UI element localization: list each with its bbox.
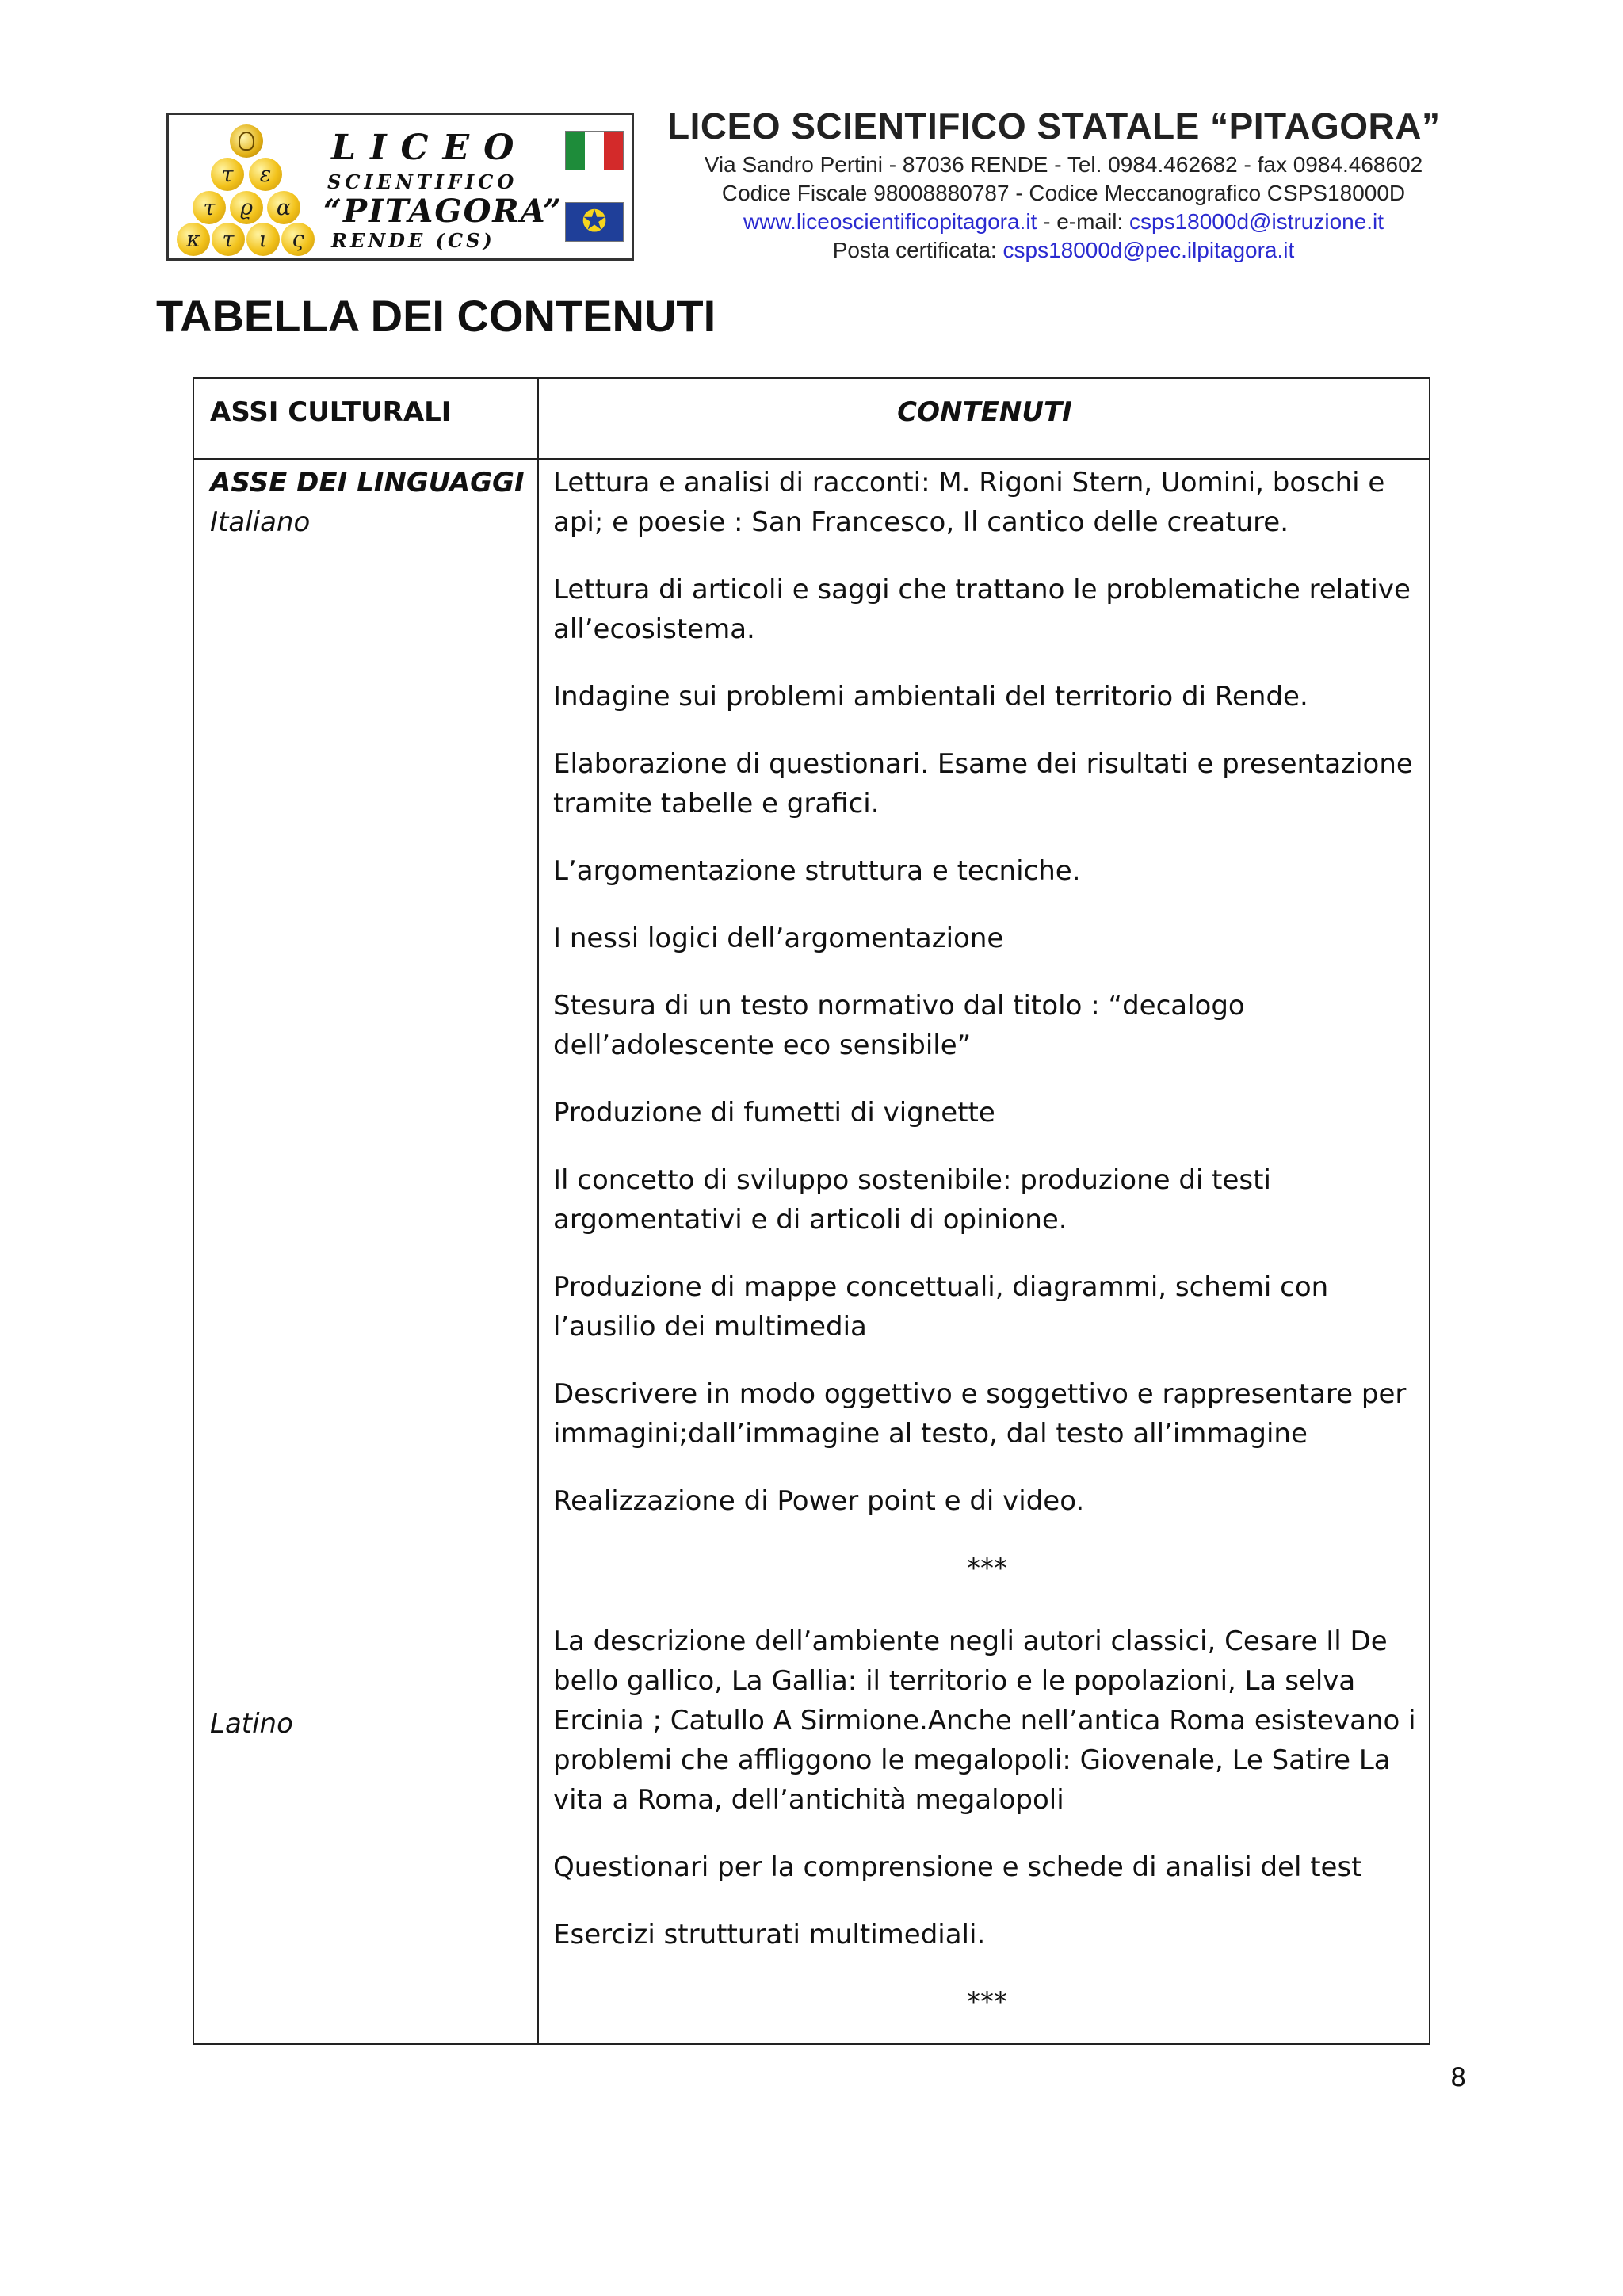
school-address: Via Sandro Pertini - 87036 RENDE - Tel. 0984.462682 - fax 0984.468602: [704, 152, 1423, 177]
pec-label: Posta certificata:: [832, 238, 1003, 262]
coin: ι: [246, 223, 280, 256]
section-separator: ***: [967, 1553, 1007, 1584]
italy-flag-icon: [565, 131, 624, 170]
coins-emblem: [177, 121, 315, 256]
contents-cell: [553, 463, 1421, 2055]
content-item: L’argomentazione struttura e tecniche.: [553, 855, 1081, 887]
subject-italian: Italiano: [210, 506, 311, 538]
coin: κ: [177, 223, 210, 256]
content-item: Indagine sui problemi ambientali del territorio di Rende.: [553, 681, 1308, 712]
content-item: Stesura di un testo normativo dal titolo : “decalogo dell’adolescente eco sensibile”: [553, 990, 1245, 1061]
school-name: LICEO SCIENTIFICO STATALE “PITAGORA”: [667, 105, 1441, 147]
page-number: 8: [1450, 2062, 1467, 2092]
coin: τ: [211, 158, 244, 191]
logo-text-liceo: LICEO: [331, 128, 529, 168]
school-codes: Codice Fiscale 98008880787 - Codice Meccanografico CSPS18000D: [721, 181, 1406, 205]
eu-flag-icon: ✪: [565, 202, 624, 242]
content-item: Realizzazione di Power point e di video.: [553, 1485, 1085, 1517]
content-item: La descrizione dell’ambiente negli autori classici, Cesare Il De bello gallico, La Gallia: il territorio e le popolazioni, La selva Ercinia ; Catullo A Sirmione.Anche nell’antica Roma esistevano i problemi che affliggono le megalopoli: Giovenale, Le Satire La vita a Roma, dell’antichità megalopoli: [553, 1626, 1416, 1816]
coin: ς: [281, 223, 315, 256]
header-divider: [194, 458, 1429, 460]
school-logo: [166, 113, 634, 261]
content-item: Esercizi strutturati multimediali.: [553, 1919, 986, 1950]
content-item: Elaborazione di questionari. Esame dei risultati e presentazione tramite tabelle e grafici.: [553, 748, 1413, 819]
content-item: Produzione di fumetti di vignette: [553, 1097, 995, 1129]
logo-text-rende: RENDE (CS): [331, 229, 495, 252]
content-item: I nessi logici dell’argomentazione: [553, 923, 1004, 954]
axis-name: ASSE DEI LINGUAGGI: [210, 467, 525, 499]
coin: τ: [212, 223, 245, 256]
republic-emblem-icon: [230, 124, 263, 158]
coin: ϱ: [230, 191, 263, 224]
school-info: [667, 151, 1460, 265]
subject-latin: Latino: [210, 1708, 293, 1740]
contents-table: [193, 377, 1430, 2045]
school-contacts: [667, 208, 1460, 236]
content-item: Descrivere in modo oggettivo e soggettivo e rappresentare per immagini;dall’immagine al testo, dal testo all’immagine: [553, 1378, 1407, 1450]
content-item: Produzione di mappe concettuali, diagrammi, schemi con l’ausilio dei multimedia: [553, 1271, 1329, 1343]
coin: α: [267, 191, 300, 224]
logo-text-pitagora: “PITAGORA”: [323, 193, 563, 230]
logo-text-scientifico: SCIENTIFICO: [327, 170, 518, 193]
email-label: - e-mail:: [1037, 209, 1130, 234]
content-item: Lettura di articoli e saggi che trattano le problematiche relative all’ecosistema.: [553, 574, 1411, 645]
content-item: Questionari per la comprensione e schede di analisi del test: [553, 1851, 1362, 1883]
column-header-contenuti: CONTENUTI: [897, 396, 1072, 428]
content-item: Lettura e analisi di racconti: M. Rigoni Stern, Uomini, boschi e api; e poesie : San Francesco, Il cantico delle creature.: [553, 467, 1385, 538]
content-item: Il concetto di sviluppo sostenibile: produzione di testi argomentativi e di articoli di opinione.: [553, 1164, 1271, 1236]
email-link[interactable]: csps18000d@istruzione.it: [1129, 209, 1384, 234]
section-separator: ***: [967, 1986, 1007, 2018]
coin: τ: [193, 191, 226, 224]
website-link[interactable]: www.liceoscientificopitagora.it: [743, 209, 1037, 234]
coin: ε: [249, 158, 282, 191]
pec-link[interactable]: csps18000d@pec.ilpitagora.it: [1002, 238, 1295, 262]
column-divider: [537, 379, 539, 2043]
page-title: TABELLA DEI CONTENUTI: [156, 291, 716, 341]
school-pec: [667, 236, 1460, 265]
column-header-assi: ASSI CULTURALI: [210, 396, 452, 428]
